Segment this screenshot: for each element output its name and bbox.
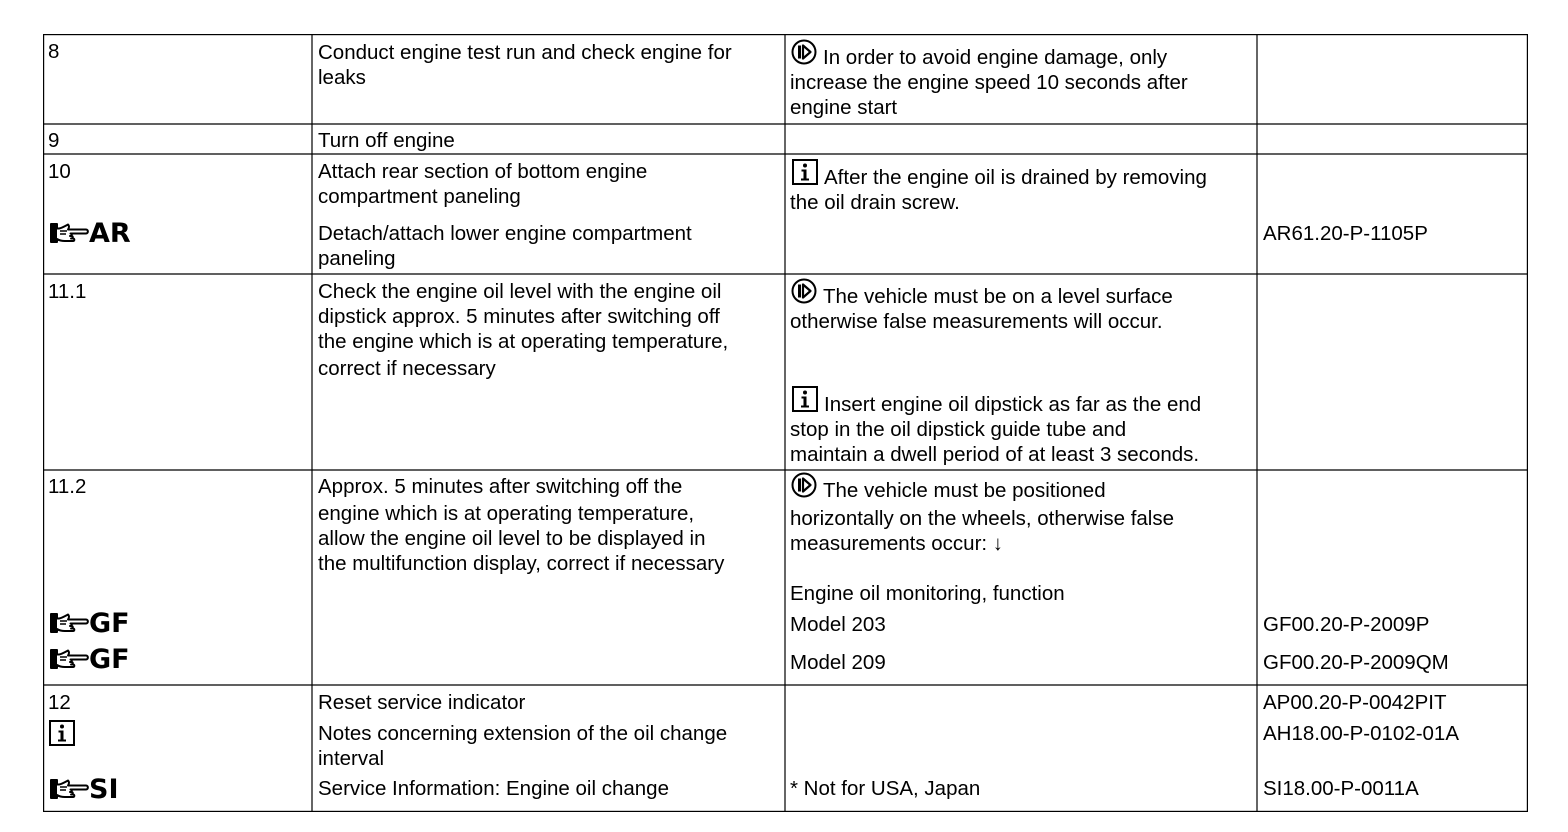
step-number: 11.2 bbox=[48, 475, 87, 498]
step-note: horizontally on the wheels, otherwise false bbox=[790, 507, 1175, 530]
step-description: Approx. 5 minutes after switching off the bbox=[318, 475, 683, 498]
info-icon bbox=[49, 720, 75, 746]
step-note: The vehicle must be positioned bbox=[823, 479, 1106, 502]
step-description: Turn off engine bbox=[318, 129, 455, 152]
step-description: leaks bbox=[318, 66, 366, 89]
info-icon bbox=[792, 386, 818, 412]
reference-code: AR bbox=[89, 218, 131, 249]
sub-heading: Engine oil monitoring, function bbox=[790, 582, 1065, 605]
step-description: engine which is at operating temperature, bbox=[318, 502, 695, 525]
step-description: Conduct engine test run and check engine for bbox=[318, 41, 732, 64]
reference-code: SI bbox=[89, 774, 119, 805]
document-link[interactable]: AR61.20-P-1105P bbox=[1263, 222, 1428, 245]
warning-circle-icon bbox=[791, 39, 817, 65]
step-description: compartment paneling bbox=[318, 185, 521, 208]
step-description: dipstick approx. 5 minutes after switching off bbox=[318, 305, 720, 328]
step-note: increase the engine speed 10 seconds after bbox=[790, 71, 1188, 94]
procedure-table bbox=[43, 34, 1528, 812]
step-number: 9 bbox=[48, 129, 60, 152]
step-description: the multifunction display, correct if necessary bbox=[318, 552, 725, 575]
step-description: Attach rear section of bottom engine bbox=[318, 160, 648, 183]
document-link[interactable]: GF00.20-P-2009P bbox=[1263, 613, 1430, 636]
pointing-hand-icon bbox=[49, 220, 89, 246]
sub-description: paneling bbox=[318, 247, 396, 270]
pointing-hand-icon bbox=[49, 610, 89, 636]
document-link[interactable]: AP00.20-P-0042PIT bbox=[1263, 691, 1447, 714]
sub-description: interval bbox=[318, 747, 385, 770]
step-note: The vehicle must be on a level surface bbox=[823, 285, 1173, 308]
warning-circle-icon bbox=[791, 472, 817, 498]
step-note: otherwise false measurements will occur. bbox=[790, 310, 1163, 333]
model-label: Model 209 bbox=[790, 651, 886, 674]
step-note: Insert engine oil dipstick as far as the end bbox=[824, 393, 1202, 416]
step-number: 12 bbox=[48, 691, 71, 714]
step-note: engine start bbox=[790, 96, 898, 119]
step-description: Check the engine oil level with the engine oil bbox=[318, 280, 722, 303]
step-description: allow the engine oil level to be displayed in bbox=[318, 527, 706, 550]
reference-code: GF bbox=[89, 608, 130, 639]
footnote: * Not for USA, Japan bbox=[790, 777, 981, 800]
pointing-hand-icon bbox=[49, 776, 89, 802]
sub-description: Service Information: Engine oil change bbox=[318, 777, 669, 800]
document-link[interactable]: AH18.00-P-0102-01A bbox=[1263, 722, 1460, 745]
step-description: the engine which is at operating temperature, bbox=[318, 330, 729, 353]
document-link[interactable]: GF00.20-P-2009QM bbox=[1263, 651, 1449, 674]
step-note: maintain a dwell period of at least 3 seconds. bbox=[790, 443, 1200, 466]
step-note: In order to avoid engine damage, only bbox=[823, 46, 1168, 69]
model-label: Model 203 bbox=[790, 613, 886, 636]
warning-circle-icon bbox=[791, 278, 817, 304]
step-note: measurements occur: ↓ bbox=[790, 532, 1004, 555]
sub-description: Detach/attach lower engine compartment bbox=[318, 222, 692, 245]
pointing-hand-icon bbox=[49, 646, 89, 672]
document-link[interactable]: SI18.00-P-0011A bbox=[1263, 777, 1419, 800]
step-number: 11.1 bbox=[48, 280, 87, 303]
info-icon bbox=[792, 159, 818, 185]
step-description: correct if necessary bbox=[318, 357, 496, 380]
step-note: the oil drain screw. bbox=[790, 191, 960, 214]
sub-description: Notes concerning extension of the oil change bbox=[318, 722, 728, 745]
step-note: stop in the oil dipstick guide tube and bbox=[790, 418, 1127, 441]
step-number: 10 bbox=[48, 160, 71, 183]
step-number: 8 bbox=[48, 40, 60, 63]
step-description: Reset service indicator bbox=[318, 691, 526, 714]
reference-code: GF bbox=[89, 644, 130, 675]
step-note: After the engine oil is drained by removing bbox=[824, 166, 1207, 189]
